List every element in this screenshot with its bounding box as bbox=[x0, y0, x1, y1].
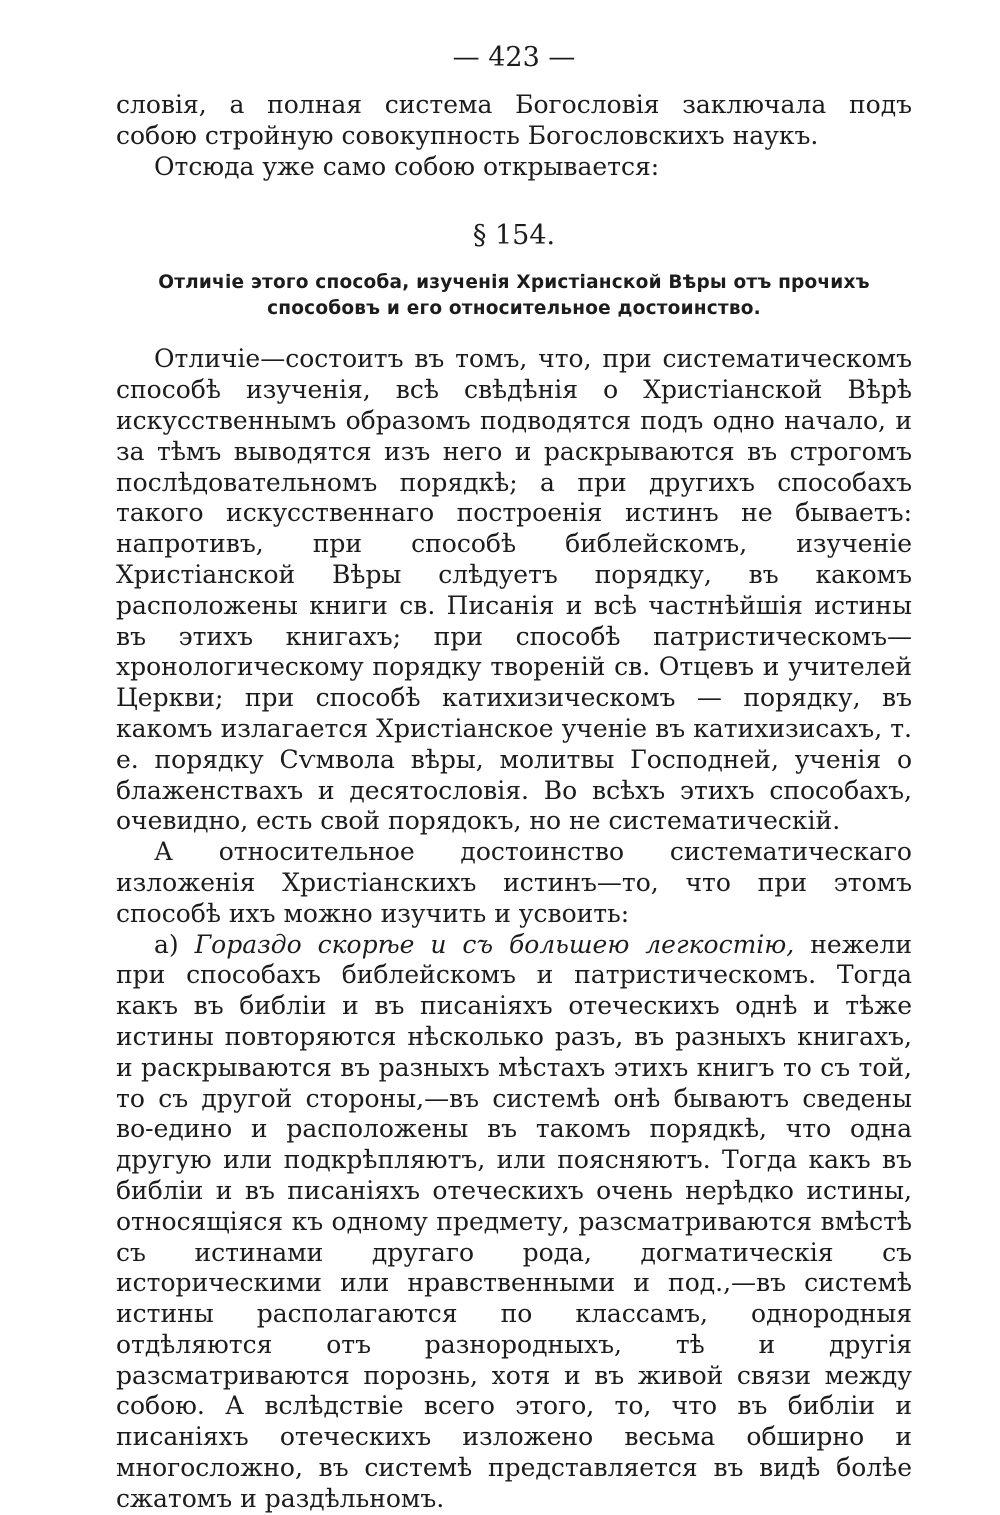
page-number: — 423 — bbox=[452, 42, 576, 73]
list-marker-a: а) bbox=[154, 929, 179, 959]
point-a-text: нежели при способахъ библейскомъ и патристическомъ. Тогда какъ въ библіи и въ писаніяхъ отеческихъ однѣ и тѣже истины повторяются нѣсколько разъ, въ разныхъ книгахъ, и раскрываются въ разныхъ мѣстахъ этихъ книгъ то съ той, то съ другой стороны,—въ системѣ онѣ бываютъ сведены во-едино и расположены въ такомъ порядкѣ, что одна другую или подкрѣпляютъ, или поясняютъ. Тогда какъ въ библіи и въ писаніяхъ отеческихъ очень нерѣдко истины, относящіяся къ одному предмету, разсматриваются вмѣстѣ съ истинами другаго рода, догматическія съ историческими или нравственными и под.,—въ системѣ истины располагаются по классамъ, однородныя отдѣляются отъ разнородныхъ, тѣ и другія разсматриваются порознь, хотя и въ живой связи между собою. А вслѣдствіе всего этого, то, что въ библіи и писаніяхъ отеческихъ изложено весьма обширно и многосложно, въ системѣ представляется въ видѣ болѣе сжатомъ и раздѣльномъ. bbox=[116, 929, 912, 1513]
intro-continuation: словія, а полная система Богословія заключала подъ собою стройную совокупность Богословскихъ наукъ. bbox=[116, 90, 912, 150]
paragraph-distinction: Отличіе—состоитъ въ томъ, что, при систематическомъ способѣ изученія, всѣ свѣдѣнія о Христіанской Вѣрѣ искусственнымъ образомъ подводятся подъ одно начало, и за тѣмъ выводятся изъ него и раскрываются въ строгомъ послѣдовательномъ порядкѣ; а при другихъ способахъ такого искусственнаго построенія истинъ не бываетъ: напротивъ, при способѣ библейскомъ, изученіе Христіанской Вѣры слѣдуетъ порядку, въ какомъ расположены книги св. Писанія и всѣ частнѣйшія истины въ этихъ книгахъ; при способѣ патристическомъ—хронологическому порядку твореній св. Отцевъ и учителей Церкви; при способѣ катихизическомъ — порядку, въ какомъ излагается Христіанское ученіе въ катихизисахъ, т. е. порядку Сѵмвола вѣры, молитвы Господней, ученія о блаженствахъ и десятословія. Во всѣхъ этихъ способахъ, очевидно, есть свой порядокъ, но не систематическій. bbox=[116, 344, 912, 836]
document-page bbox=[116, 38, 912, 1515]
intro-lead-in: Отсюда уже само собою открывается: bbox=[154, 151, 660, 181]
emphasized-phrase: Гораздо скорѣе и съ большею легкостію, bbox=[194, 929, 795, 959]
section-heading: Отличіе этого способа, изученія Христіанской Вѣры отъ прочихъ способовъ и его относительное достоинство. bbox=[158, 272, 870, 320]
paragraph-point-a bbox=[116, 930, 912, 1515]
paragraph-merit: А относительное достоинство систематическаго изложенія Христіанскихъ истинъ—то, что при этомъ способѣ ихъ можно изучить и усвоить: bbox=[116, 837, 912, 928]
section-number: § 154. bbox=[472, 220, 556, 252]
